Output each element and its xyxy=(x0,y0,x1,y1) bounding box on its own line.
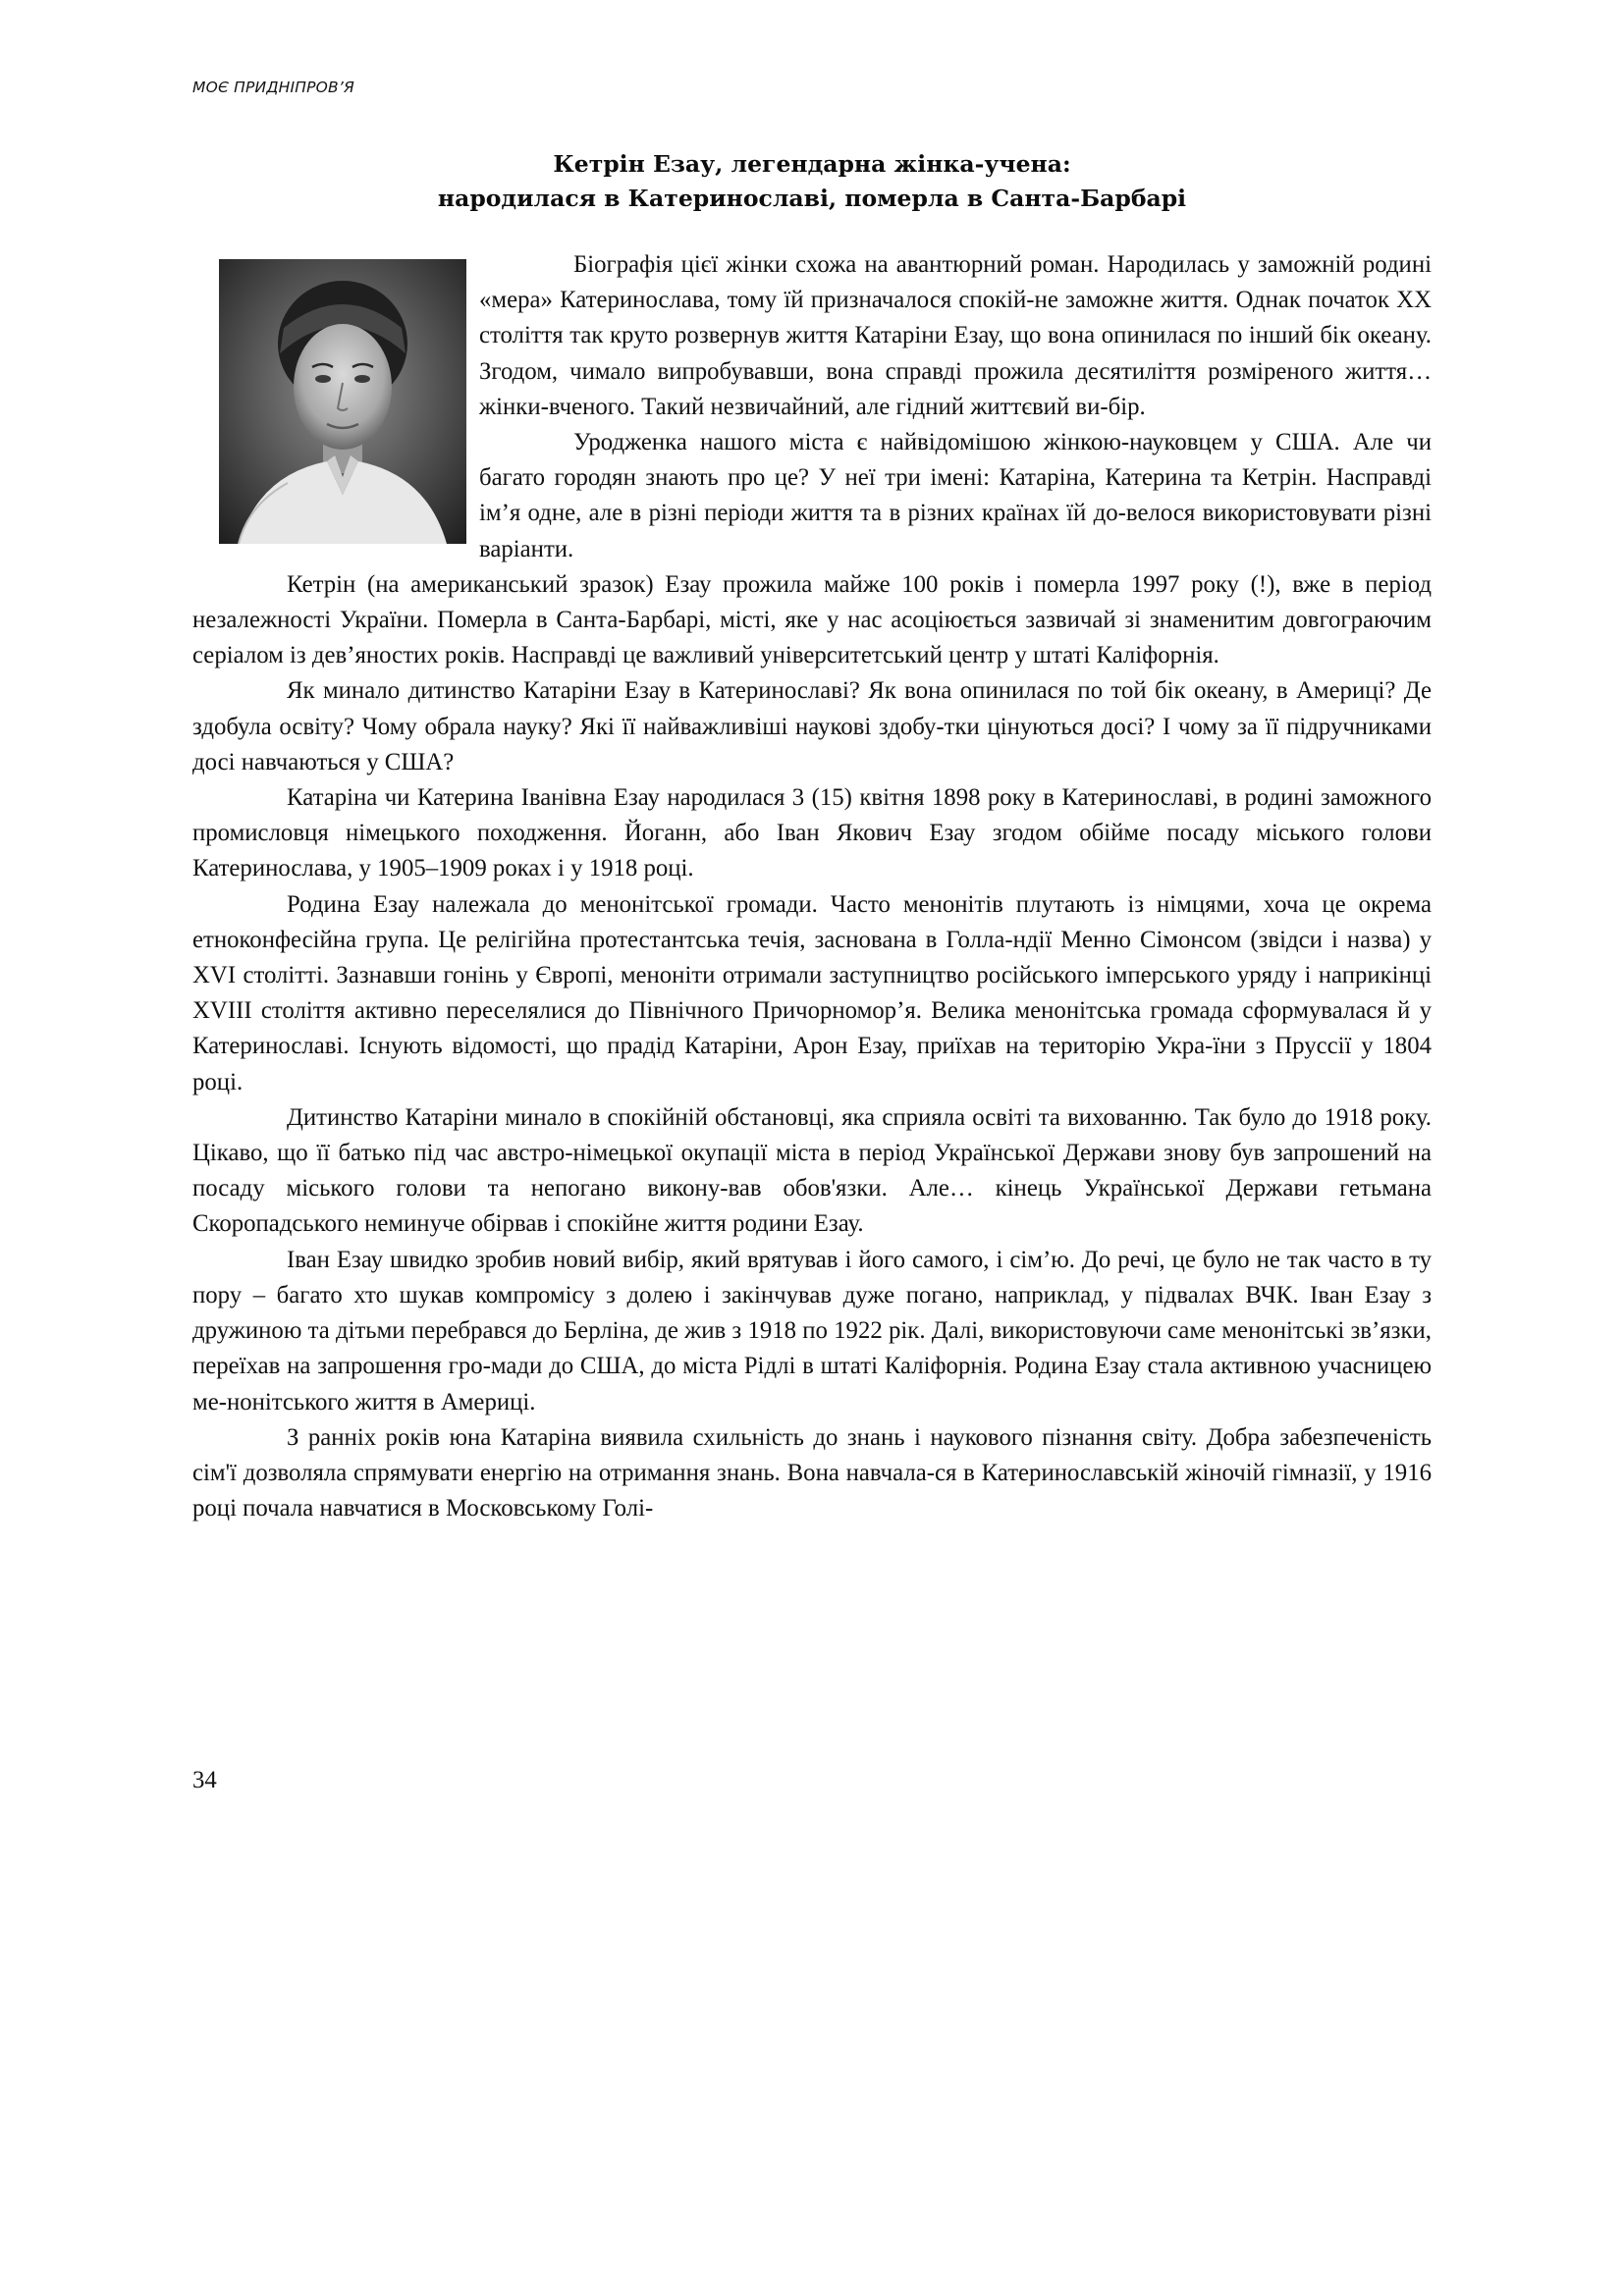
paragraph: Уродженка нашого міста є найвідомішою жінкою-науковцем у США. Але чи багато городян знають про це? У неї три імені: Катаріна, Катерина та Кетрін. Насправді ім’я одне, але в різні періоди життя та в різних країнах їй до-велося використовувати різні варіанти. xyxy=(479,429,1432,562)
paragraph: З ранніх років юна Катаріна виявила схильність до знань і наукового пізнання світу. Добра забезпеченість сім'ї дозволяла спрямувати енергію на отримання знань. Вона навчала-ся в Катеринославській жіночій гімназії, у 1916 році почала навчатися в Московському Голі- xyxy=(192,1423,1432,1522)
article-title xyxy=(192,147,1432,216)
article-title-line-1: Кетрін Езау, легендарна жінка-учена: xyxy=(553,150,1071,178)
photo-spacer xyxy=(192,247,479,566)
page-number: 34 xyxy=(192,1767,217,1793)
running-header: МОЄ ПРИДНІПРОВ’Я xyxy=(192,79,354,96)
paragraph: Біографія цієї жінки схожа на авантюрний роман. Народилась у заможній родині «мера» Катеринослава, тому їй призначалося спокій-не заможне життя. Однак початок XX століття так круто розвернув життя Катаріни Езау, що вона опинилася по інший бік океану. Згодом, чимало випробувавши, вона справді прожила десятиліття розміреного життя… жінки-вченого. Такий незвичайний, але гідний життєвий ви-бір. xyxy=(479,251,1432,420)
paragraph: Родина Езау належала до менонітської громади. Часто менонітів плутають із німцями, хоча це окрема етноконфесійна група. Це релігійна протестантська течія, заснована в Голла-ндії Менно Сімонсом (звідси і назва) у XVI столітті. Зазнавши гонінь у Європі, меноніти отримали заступництво російського імперського уряду і наприкінці XVIII століття активно переселялися до Північного Причорномор’я. Велика менонітська громада сформувалася й у Катеринославі. Існують відомості, що прадід Катаріни, Арон Езау, приїхав на територію Укра-їни з Пруссії у 1804 році. xyxy=(192,890,1432,1095)
article-title-line-2: народилася в Катеринославі, померла в Санта-Барбарі xyxy=(437,185,1187,212)
paragraph: Як минало дитинство Катаріни Езау в Катеринославі? Як вона опинилася по той бік океану, в Америці? Де здобула освіту? Чому обрала науку? Які її найважливіші наукові здобу-тки цінуються досі? І чому за її підручниками досі навчаються у США? xyxy=(192,677,1432,775)
paragraph: Іван Езау швидко зробив новий вибір, який врятував і його самого, і сім’ю. До речі, це було не так часто в ту пору – багато хто шукав компромісу з долею і закінчував дуже погано, наприклад, у підвалах ВЧК. Іван Езау з дружиною та дітьми перебрався до Берліна, де жив з 1918 по 1922 рік. Далі, використовуючи саме менонітські зв’язки, переїхав на запрошення гро-мади до США, до міста Рідлі в штаті Каліфорнія. Родина Езау стала активною учасницею ме-нонітського життя в Америці. xyxy=(192,1246,1432,1415)
article-body xyxy=(192,247,1432,1526)
paragraph: Катаріна чи Катерина Іванівна Езау народилася 3 (15) квітня 1898 року в Катеринославі, в родині заможного промисловця німецького походження. Йоганн, або Іван Якович Езау згодом обійме посаду міського голови Катеринослава, у 1905–1909 роках і у 1918 році. xyxy=(192,784,1432,882)
paragraph: Дитинство Катаріни минало в спокійній обстановці, яка сприяла освіті та вихованню. Так було до 1918 року. Цікаво, що її батько під час австро-німецької окупації міста в період Української Держави знову був запрошений на посаду міського голови та непогано викону-вав обов'язки. Але… кінець Української Держави гетьмана Скоропадського неминуче обірвав і спокійне життя родини Езау. xyxy=(192,1103,1432,1238)
paragraph: Кетрін (на американський зразок) Езау прожила майже 100 років і померла 1997 року (!), вже в період незалежності України. Померла в Санта-Барбарі, місті, яке у нас асоціюється зазвичай зі знаменитим довгограючим серіалом із дев’яностих років. Насправді це важливий університетський центр у штаті Каліфорнія. xyxy=(192,570,1432,669)
